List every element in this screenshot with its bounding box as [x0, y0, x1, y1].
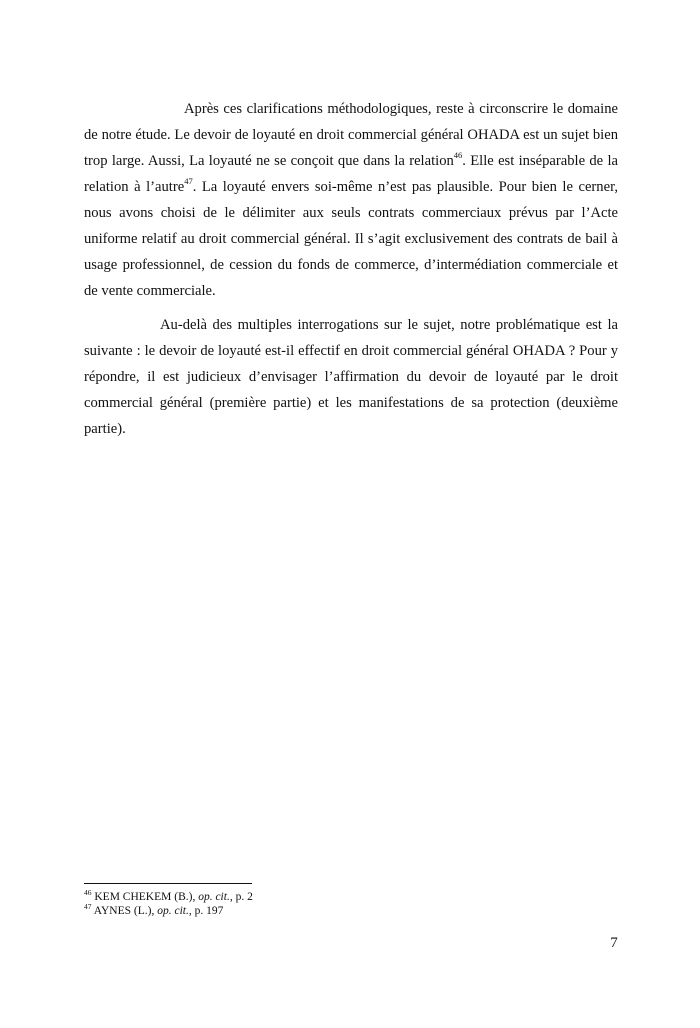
footnote-separator — [84, 883, 252, 884]
footnote-page: , p. 2 — [229, 891, 253, 903]
footnote-number: 47 — [84, 902, 92, 912]
footnote-number: 46 — [84, 888, 92, 898]
footnote-author: KEM CHEKEM (B.), — [91, 891, 199, 903]
main-text — [84, 96, 618, 442]
footnote-ref-46[interactable]: 46 — [453, 150, 463, 161]
footnote-47 — [84, 904, 484, 918]
paragraph-2-text: Au-delà des multiples interrogations sur le sujet, notre problématique est la suivante : le devoir de loyauté est-il effectif en droit commercial général OHADA ? Pour y répondre, il est judicieux d’envisager l’affirmation du devoir de loyauté par le droit commercial général (première partie) et les manifestations de sa protection (deuxième partie). — [84, 317, 618, 437]
paragraph-problematique — [84, 312, 618, 442]
paragraph-1-part-1: Après ces clarifications méthodologiques, reste à circonscrire le domaine de notre étude. Le devoir de loyauté en droit commercial général OHADA est un sujet bien trop large. Aussi, La loyauté ne se conçoit que dans la relation — [84, 101, 618, 169]
footnote-author: AYNES (L.), — [91, 905, 158, 917]
paragraph-scope — [84, 96, 618, 304]
footnotes — [84, 890, 484, 918]
paragraph-1-part-2: . Elle est inséparable de la relation à l’autre — [84, 153, 618, 195]
page-number: 7 — [610, 935, 618, 951]
footnote-op-cit: op. cit. — [157, 905, 189, 917]
footnote-ref-47[interactable]: 47 — [184, 176, 193, 187]
footnote-46 — [84, 890, 484, 904]
paragraph-1-part-3: . La loyauté envers soi-même n’est pas plausible. Pour bien le cerner, nous avons choisi de le délimiter aux seuls contrats commerciaux prévus par l’Acte uniforme relatif au droit commercial général. Il s’agit exclusivement des contrats de bail à usage professionnel, de cession du fonds de commerce, d’intermédiation commerciale et de vente commerciale. — [84, 179, 618, 299]
footnote-op-cit: op. cit. — [198, 891, 230, 903]
footnote-page: , p. 197 — [188, 905, 224, 917]
